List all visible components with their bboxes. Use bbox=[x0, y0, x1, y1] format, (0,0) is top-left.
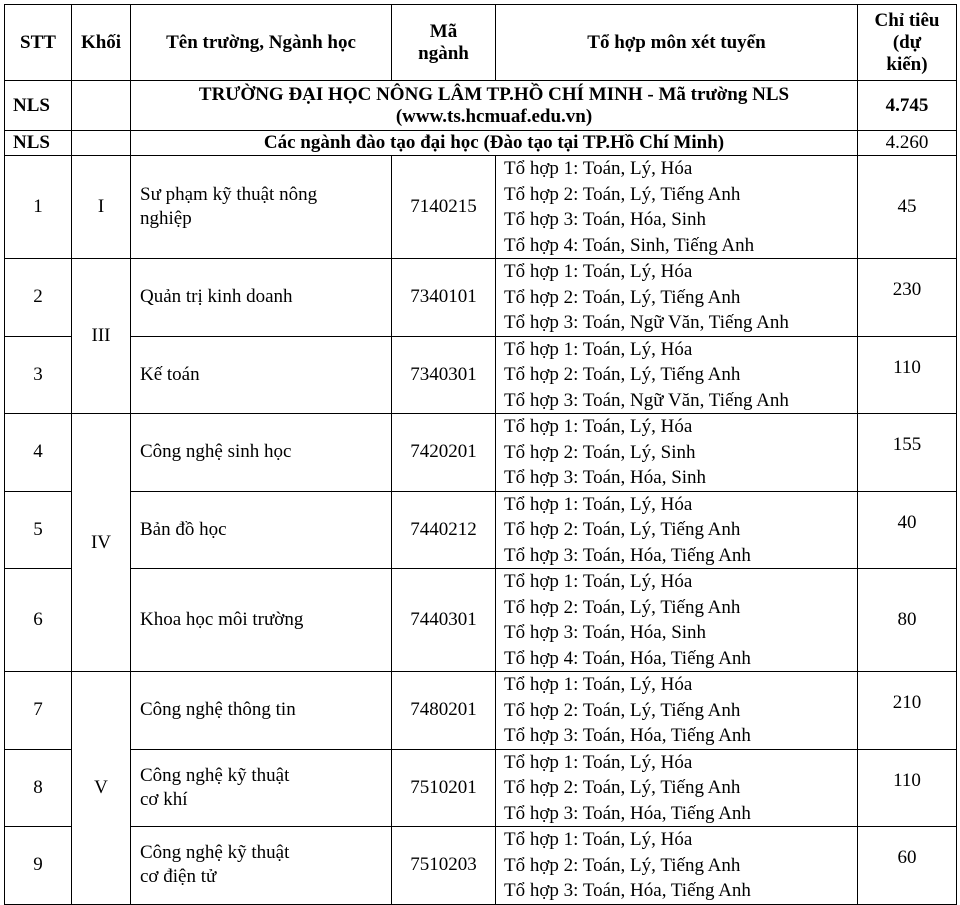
row-khoi: IV bbox=[72, 414, 131, 672]
row-name-line1: Công nghệ kỹ thuật bbox=[140, 764, 290, 786]
tohop-item: Tổ hợp 2: Toán, Lý, Tiếng Anh bbox=[504, 596, 741, 618]
tohop-item: Tổ hợp 2: Toán, Lý, Sinh bbox=[504, 441, 696, 463]
tohop-item: Tổ hợp 2: Toán, Lý, Tiếng Anh bbox=[504, 286, 741, 308]
program-row bbox=[5, 131, 957, 156]
row-khoi: III bbox=[72, 259, 131, 414]
row-name-line1: Công nghệ thông tin bbox=[140, 699, 296, 721]
row-code: 7340301 bbox=[392, 336, 496, 414]
tohop-item: Tổ hợp 3: Toán, Ngữ Văn, Tiếng Anh bbox=[504, 312, 789, 333]
header-khoi: Khối bbox=[72, 5, 131, 81]
header-ma-line1: Mã bbox=[429, 20, 458, 42]
tohop-item: Tổ hợp 2: Toán, Lý, Tiếng Anh bbox=[504, 364, 741, 385]
row-name-line1: Sư phạm kỹ thuật nông bbox=[140, 184, 318, 205]
row-code: 7420201 bbox=[392, 414, 496, 492]
tohop-item: Tổ hợp 3: Toán, Hóa, Sinh bbox=[504, 209, 707, 230]
tohop-item: Tổ hợp 1: Toán, Lý, Hóa bbox=[504, 674, 693, 695]
header-row bbox=[5, 5, 957, 81]
program-code: NLS bbox=[5, 131, 72, 156]
row-tohop bbox=[496, 336, 858, 414]
row-name bbox=[131, 569, 392, 672]
row-name bbox=[131, 672, 392, 750]
row-stt: 5 bbox=[5, 491, 72, 569]
header-stt: STT bbox=[5, 5, 72, 81]
row-code: 7440301 bbox=[392, 569, 496, 672]
school-website: (www.ts.hcmuaf.edu.vn) bbox=[395, 105, 593, 127]
row-name-line2: cơ điện tử bbox=[140, 866, 217, 888]
table-row bbox=[5, 749, 957, 827]
row-code: 7510203 bbox=[392, 827, 496, 905]
row-name-line2: cơ khí bbox=[140, 788, 188, 810]
row-tohop bbox=[496, 827, 858, 905]
row-tohop bbox=[496, 672, 858, 750]
tohop-item: Tổ hợp 1: Toán, Lý, Hóa bbox=[504, 751, 693, 773]
row-name bbox=[131, 827, 392, 905]
tohop-item: Tổ hợp 3: Toán, Hóa, Sinh bbox=[504, 467, 707, 488]
program-quota: 4.260 bbox=[858, 131, 957, 156]
tohop-item: Tổ hợp 3: Toán, Hóa, Tiếng Anh bbox=[504, 880, 751, 901]
row-stt: 3 bbox=[5, 336, 72, 414]
table-row bbox=[5, 827, 957, 905]
row-name bbox=[131, 749, 392, 827]
row-stt: 9 bbox=[5, 827, 72, 905]
tohop-item: Tổ hợp 1: Toán, Lý, Hóa bbox=[504, 571, 693, 592]
header-ma bbox=[392, 5, 496, 81]
row-name bbox=[131, 259, 392, 337]
school-row bbox=[5, 81, 957, 131]
row-name-line1: Khoa học môi trường bbox=[140, 609, 304, 630]
row-quota: 110 bbox=[858, 749, 957, 827]
row-stt: 1 bbox=[5, 156, 72, 259]
row-code: 7510201 bbox=[392, 749, 496, 827]
row-khoi: V bbox=[72, 672, 131, 905]
tohop-item: Tổ hợp 3: Toán, Hóa, Tiếng Anh bbox=[504, 544, 751, 566]
row-quota: 155 bbox=[858, 414, 957, 492]
tohop-item: Tổ hợp 4: Toán, Hóa, Tiếng Anh bbox=[504, 647, 751, 669]
header-chitieu bbox=[858, 5, 957, 81]
row-quota: 40 bbox=[858, 491, 957, 569]
table-row bbox=[5, 156, 957, 259]
header-ten: Tên trường, Ngành học bbox=[131, 5, 392, 81]
school-quota: 4.745 bbox=[858, 81, 957, 131]
row-code: 7440212 bbox=[392, 491, 496, 569]
tohop-item: Tổ hợp 2: Toán, Lý, Tiếng Anh bbox=[504, 699, 741, 721]
row-name bbox=[131, 156, 392, 259]
row-name-line1: Bản đồ học bbox=[140, 518, 227, 540]
row-name bbox=[131, 414, 392, 492]
school-name bbox=[131, 81, 858, 131]
row-tohop bbox=[496, 414, 858, 492]
tohop-item: Tổ hợp 4: Toán, Sinh, Tiếng Anh bbox=[504, 234, 755, 256]
row-stt: 8 bbox=[5, 749, 72, 827]
row-stt: 2 bbox=[5, 259, 72, 337]
tohop-item: Tổ hợp 2: Toán, Lý, Tiếng Anh bbox=[504, 777, 741, 798]
table-row bbox=[5, 672, 957, 750]
tohop-item: Tổ hợp 1: Toán, Lý, Hóa bbox=[504, 493, 693, 515]
row-quota: 230 bbox=[858, 259, 957, 337]
tohop-item: Tổ hợp 1: Toán, Lý, Hóa bbox=[504, 261, 693, 282]
row-quota: 45 bbox=[858, 156, 957, 259]
row-quota: 80 bbox=[858, 569, 957, 672]
table-row bbox=[5, 491, 957, 569]
tohop-item: Tổ hợp 3: Toán, Ngữ Văn, Tiếng Anh bbox=[504, 389, 789, 411]
row-quota: 210 bbox=[858, 672, 957, 750]
row-quota: 60 bbox=[858, 827, 957, 905]
header-chitieu-line2: (dự bbox=[892, 31, 922, 53]
row-name-line1: Kế toán bbox=[140, 363, 200, 385]
table-row bbox=[5, 259, 957, 337]
header-chitieu-line3: kiến) bbox=[886, 53, 928, 75]
header-chitieu-line1: Chỉ tiêu bbox=[874, 9, 940, 31]
program-title: Các ngành đào tạo đại học (Đào tạo tại TP.Hồ Chí Minh) bbox=[131, 131, 858, 156]
tohop-item: Tổ hợp 2: Toán, Lý, Tiếng Anh bbox=[504, 519, 741, 540]
tohop-item: Tổ hợp 3: Toán, Hóa, Tiếng Anh bbox=[504, 725, 751, 746]
row-name-line2: nghiệp bbox=[140, 208, 192, 229]
row-stt: 6 bbox=[5, 569, 72, 672]
row-tohop bbox=[496, 491, 858, 569]
header-ma-line2: ngành bbox=[418, 42, 469, 64]
admissions-table bbox=[4, 4, 957, 905]
tohop-item: Tổ hợp 1: Toán, Lý, Hóa bbox=[504, 158, 693, 179]
row-code: 7140215 bbox=[392, 156, 496, 259]
tohop-item: Tổ hợp 2: Toán, Lý, Tiếng Anh bbox=[504, 183, 741, 205]
tohop-item: Tổ hợp 1: Toán, Lý, Hóa bbox=[504, 338, 693, 360]
row-name bbox=[131, 336, 392, 414]
table-row bbox=[5, 569, 957, 672]
school-code: NLS bbox=[5, 81, 72, 131]
row-tohop bbox=[496, 259, 858, 337]
row-name-line1: Công nghệ kỹ thuật bbox=[140, 842, 290, 864]
header-tohop: Tổ hợp môn xét tuyển bbox=[496, 5, 858, 81]
table-row bbox=[5, 336, 957, 414]
row-khoi: I bbox=[72, 156, 131, 259]
row-code: 7480201 bbox=[392, 672, 496, 750]
school-name-line1: TRƯỜNG ĐẠI HỌC NÔNG LÂM TP.HỒ CHÍ MINH - Mã trường NLS bbox=[198, 83, 790, 105]
row-name-line1: Quản trị kinh doanh bbox=[140, 286, 293, 308]
tohop-item: Tổ hợp 1: Toán, Lý, Hóa bbox=[504, 416, 693, 437]
tohop-item: Tổ hợp 3: Toán, Hóa, Tiếng Anh bbox=[504, 802, 751, 824]
row-tohop bbox=[496, 749, 858, 827]
row-tohop bbox=[496, 156, 858, 259]
row-tohop bbox=[496, 569, 858, 672]
row-name bbox=[131, 491, 392, 569]
row-stt: 4 bbox=[5, 414, 72, 492]
tohop-item: Tổ hợp 3: Toán, Hóa, Sinh bbox=[504, 622, 707, 643]
table-row bbox=[5, 414, 957, 492]
tohop-item: Tổ hợp 2: Toán, Lý, Tiếng Anh bbox=[504, 854, 741, 876]
tohop-item: Tổ hợp 1: Toán, Lý, Hóa bbox=[504, 829, 693, 850]
row-quota: 110 bbox=[858, 336, 957, 414]
row-code: 7340101 bbox=[392, 259, 496, 337]
row-name-line1: Công nghệ sinh học bbox=[140, 441, 292, 463]
row-stt: 7 bbox=[5, 672, 72, 750]
